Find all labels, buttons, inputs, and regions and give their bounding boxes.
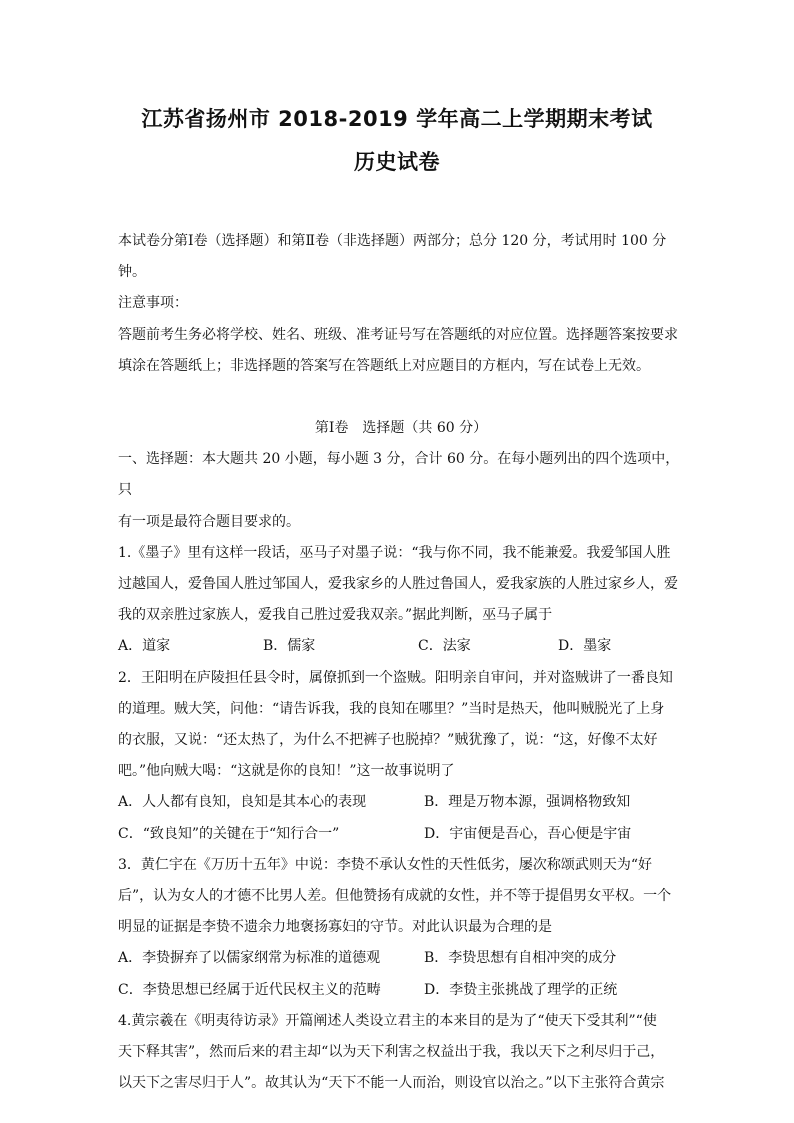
- question-text: 以天下之害尽归于人”。故其认为“天下不能一人而治，则设官以治之。”以下主张符合黄宗: [118, 1075, 665, 1092]
- notice-text: 填涂在答题纸上；非选择题的答案写在答题纸上对应题目的方框内，写在试卷上无效。: [118, 357, 650, 374]
- exam-title: 江苏省扬州市 2018-2019 学年高二上学期期末考试: [141, 107, 653, 131]
- spacer: [118, 382, 684, 413]
- section-heading: 第Ⅰ卷 选择题（共 60 分）: [314, 420, 488, 437]
- question-text: 3．黄仁宇在《万历十五年》中说：李贽不承认女性的天性低劣，屡次称颂武则天为“好: [118, 856, 653, 873]
- exam-body: [118, 226, 684, 1099]
- question-text: 过越国人，爱鲁国人胜过邹国人，爱我家乡的人胜过鲁国人，爱我家族的人胜过家乡人，爱: [118, 576, 678, 593]
- question-text: 1.《墨子》里有这样一段话，巫马子对墨子说：“我与你不同，我不能兼爱。我爱邹国人胜: [118, 544, 671, 561]
- option-b: B．理是万物本源，强调格物致知: [424, 794, 631, 811]
- question-text: 天下释其害”，然而后来的君主却“以为天下利害之权益出于我，我以天下之利尽归于己，: [118, 1044, 665, 1061]
- option-b: B．李贽思想有自相冲突的成分: [424, 950, 617, 967]
- question-1: [118, 538, 684, 663]
- question-text: 的衣服，又说：“还太热了，为什么不把裤子也脱掉？”贼犹豫了，说：“这，好像不太好: [118, 732, 658, 749]
- option-a: A．道家: [118, 638, 171, 655]
- options-row: [118, 819, 684, 850]
- question-text: 2．王阳明在庐陵担任县令时，属僚抓到一个盗贼。阳明亲自审问，并对盗贼讲了一番良知: [118, 669, 673, 686]
- question-4: [118, 1006, 684, 1100]
- option-b: B．儒家: [263, 638, 316, 655]
- option-d: D．墨家: [558, 638, 612, 655]
- question-text: 吧。”他向贼大喝：“这就是你的良知！”这一故事说明了: [118, 763, 455, 780]
- options-row: [118, 631, 684, 662]
- question-text: 的道理。贼大笑，问他：“请告诉我，我的良知在哪里？”当时是热天，他叫贼脱光了上身: [118, 700, 665, 717]
- option-d: D．李贽主张挑战了理学的正统: [424, 981, 618, 998]
- option-d: D．宇宙便是吾心，吾心便是宇宙: [424, 825, 632, 842]
- question-text: 我的双亲胜过家族人，爱我自己胜过爱我双亲。”据此判断，巫马子属于: [118, 607, 553, 624]
- question-3: [118, 850, 684, 1006]
- options-row: [118, 943, 684, 974]
- option-a: A．人人都有良知，良知是其本心的表现: [118, 794, 367, 811]
- section-instructions: 有一项是最符合题目要求的。: [118, 513, 300, 530]
- notice-label: 注意事项：: [118, 295, 188, 312]
- question-text: 明显的证据是李贽不遗余力地褒扬寡妇的守节。对此认识最为合理的是: [118, 919, 552, 936]
- option-c: C．法家: [418, 638, 471, 655]
- options-row: [118, 787, 684, 818]
- question-text: 4.黄宗羲在《明夷待访录》开篇阐述人类设立君主的本来目的是为了“使天下受其利”“使: [118, 1012, 657, 1029]
- section-instructions: 一、选择题：本大题共 20 小题，每小题 3 分，合计 60 分。在每小题列出的四个选项中，只: [118, 451, 680, 499]
- question-2: [118, 663, 684, 850]
- options-row: [118, 975, 684, 1006]
- option-c: C．“致良知”的关键在于“知行合一”: [118, 825, 340, 842]
- question-text: 后”，认为女人的才德不比男人差。但他赞扬有成就的女性，并不等于提倡男女平权。一个: [118, 888, 672, 905]
- option-c: C．李贽思想已经属于近代民权主义的范畴: [118, 981, 381, 998]
- notice-text: 答题前考生务必将学校、姓名、班级、准考证号写在答题纸的对应位置。选择题答案按要求: [118, 326, 678, 343]
- intro-text: 本试卷分第Ⅰ卷（选择题）和第Ⅱ卷（非选择题）两部分；总分 120 分，考试用时 100 分钟。: [118, 233, 667, 281]
- option-a: A．李贽摒弃了以儒家纲常为标准的道德观: [118, 950, 381, 967]
- exam-subtitle: 历史试卷: [354, 150, 440, 174]
